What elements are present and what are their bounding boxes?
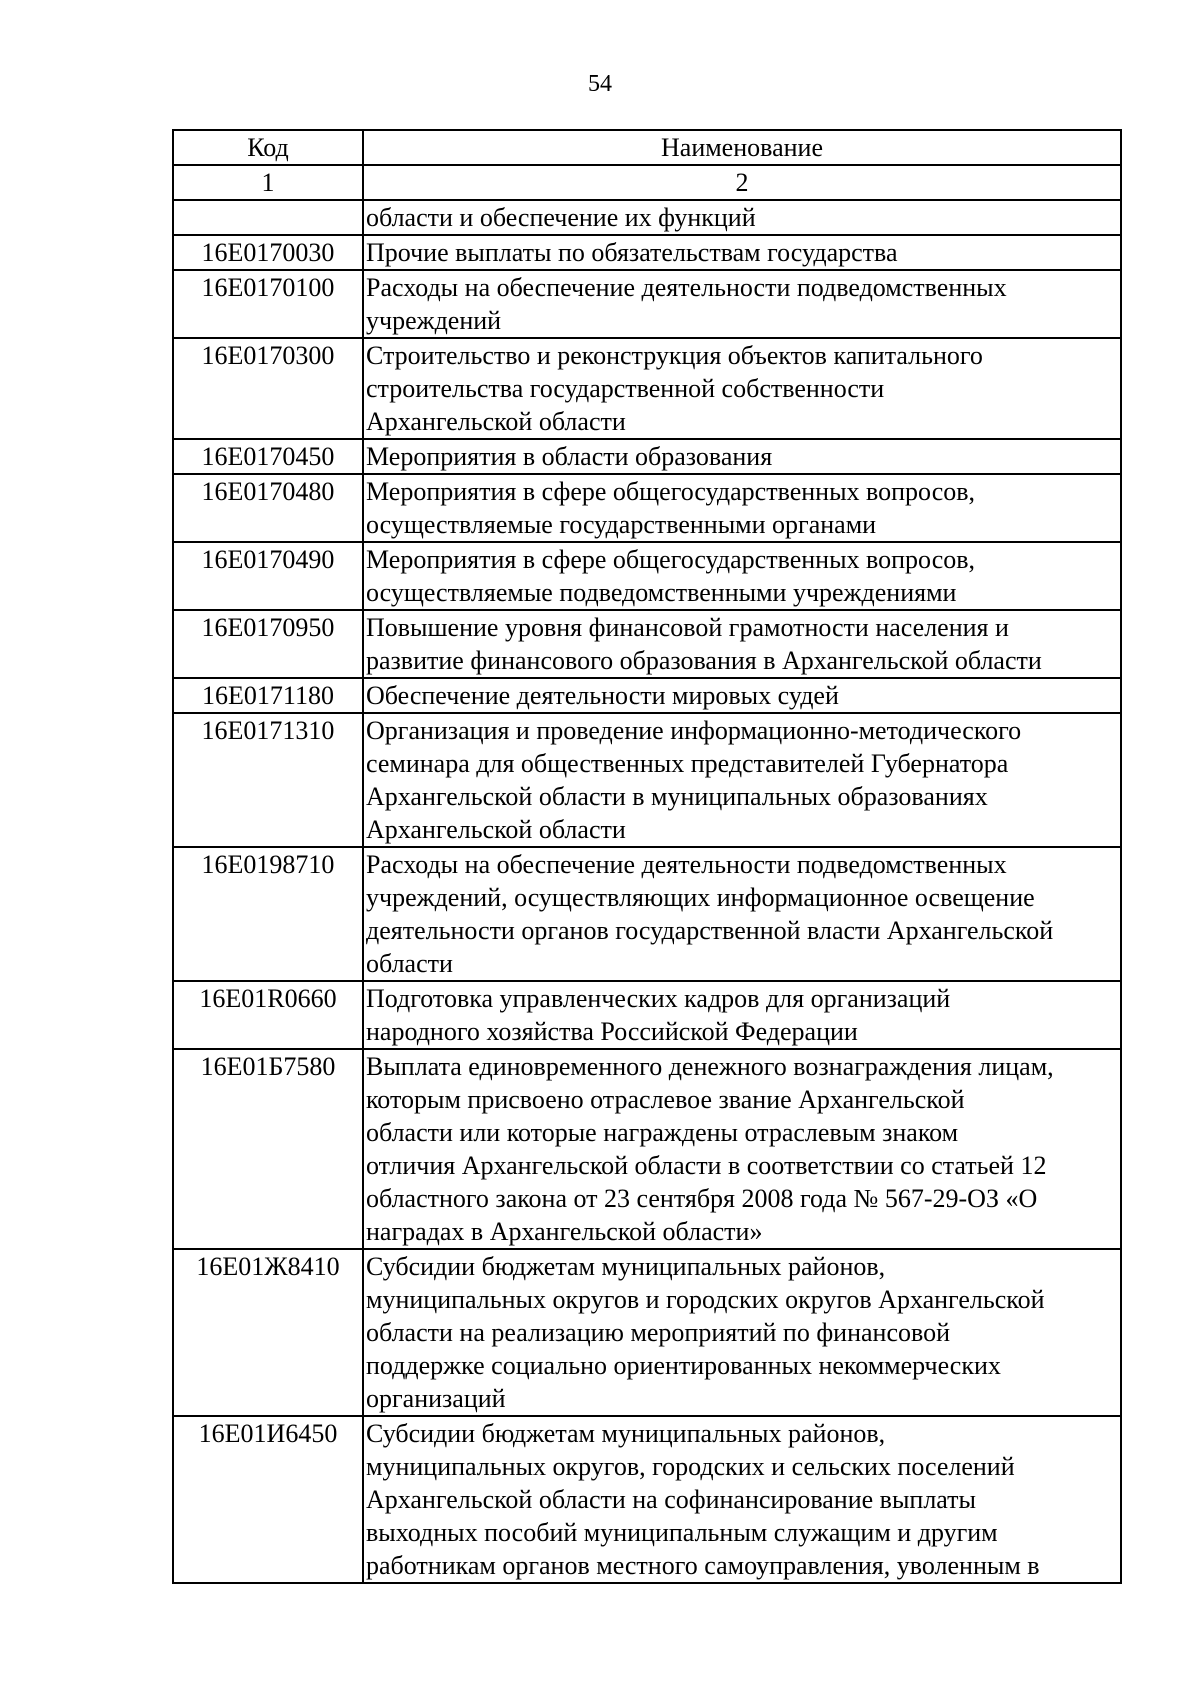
row-name: Организация и проведение информационно-методического семинара для общественных представителей Губернатора Архангельской области в муниципальных образованиях Архангельской области (363, 713, 1121, 847)
table-row (173, 1416, 1121, 1583)
row-name: Субсидии бюджетам муниципальных районов, муниципальных округов и городских округов Архангельской области на реализацию мероприятий по финансовой поддержке социально ориентированных некоммерческих организаций (363, 1249, 1121, 1416)
table-row (173, 270, 1121, 338)
row-code: 16Е01И6450 (173, 1416, 363, 1583)
table-row (173, 713, 1121, 847)
table-row (173, 200, 1121, 235)
page-number: 54 (588, 71, 612, 97)
table-row (173, 1049, 1121, 1249)
table-row (173, 610, 1121, 678)
column-number-row (173, 165, 1121, 200)
row-name: области и обеспечение их функций (363, 200, 1121, 235)
row-name: Подготовка управленческих кадров для организаций народного хозяйства Российской Федерации (363, 981, 1121, 1049)
row-code: 16Е0198710 (173, 847, 363, 981)
table-row (173, 439, 1121, 474)
row-code: 16Е01Б7580 (173, 1049, 363, 1249)
row-code (173, 200, 363, 235)
row-name: Расходы на обеспечение деятельности подведомственных учреждений, осуществляющих информационное освещение деятельности органов государственной власти Архангельской области (363, 847, 1121, 981)
table-row (173, 542, 1121, 610)
row-code: 16Е01R0660 (173, 981, 363, 1049)
row-code: 16Е0170030 (173, 235, 363, 270)
header-code: Код (173, 130, 363, 165)
row-name: Мероприятия в сфере общегосударственных вопросов, осуществляемые государственными органами (363, 474, 1121, 542)
table-row (173, 474, 1121, 542)
table-header-row (173, 130, 1121, 165)
row-name: Прочие выплаты по обязательствам государства (363, 235, 1121, 270)
row-name: Субсидии бюджетам муниципальных районов, муниципальных округов, городских и сельских поселений Архангельской области на софинансирование выплаты выходных пособий муниципальным служащим и другим работникам органов местного самоуправления, уволенным в (363, 1416, 1121, 1583)
column-number-code: 1 (173, 165, 363, 200)
row-code: 16Е0170480 (173, 474, 363, 542)
table-row (173, 338, 1121, 439)
table-row (173, 678, 1121, 713)
row-code: 16Е0170450 (173, 439, 363, 474)
table-row (173, 1249, 1121, 1416)
row-name: Мероприятия в сфере общегосударственных вопросов, осуществляемые подведомственными учреждениями (363, 542, 1121, 610)
row-code: 16Е0170300 (173, 338, 363, 439)
row-code: 16Е01Ж8410 (173, 1249, 363, 1416)
table-row (173, 847, 1121, 981)
row-name: Мероприятия в области образования (363, 439, 1121, 474)
row-code: 16Е0170100 (173, 270, 363, 338)
row-name: Расходы на обеспечение деятельности подведомственных учреждений (363, 270, 1121, 338)
row-name: Обеспечение деятельности мировых судей (363, 678, 1121, 713)
row-code: 16Е0170950 (173, 610, 363, 678)
row-name: Повышение уровня финансовой грамотности населения и развитие финансового образования в Архангельской области (363, 610, 1121, 678)
row-name: Строительство и реконструкция объектов капитального строительства государственной собственности Архангельской области (363, 338, 1121, 439)
row-code: 16Е0171310 (173, 713, 363, 847)
table-body (173, 200, 1121, 1583)
column-number-name: 2 (363, 165, 1121, 200)
row-code: 16Е0171180 (173, 678, 363, 713)
budget-codes-table (172, 129, 1122, 1584)
table-row (173, 981, 1121, 1049)
header-name: Наименование (363, 130, 1121, 165)
row-name: Выплата единовременного денежного вознаграждения лицам, которым присвоено отраслевое звание Архангельской области или которые награждены отраслевым знаком отличия Архангельской области в соответствии со статьей 12 областного закона от 23 сентября 2008 года № 567-29-ОЗ «О наградах в Архангельской области» (363, 1049, 1121, 1249)
table-row (173, 235, 1121, 270)
row-code: 16Е0170490 (173, 542, 363, 610)
